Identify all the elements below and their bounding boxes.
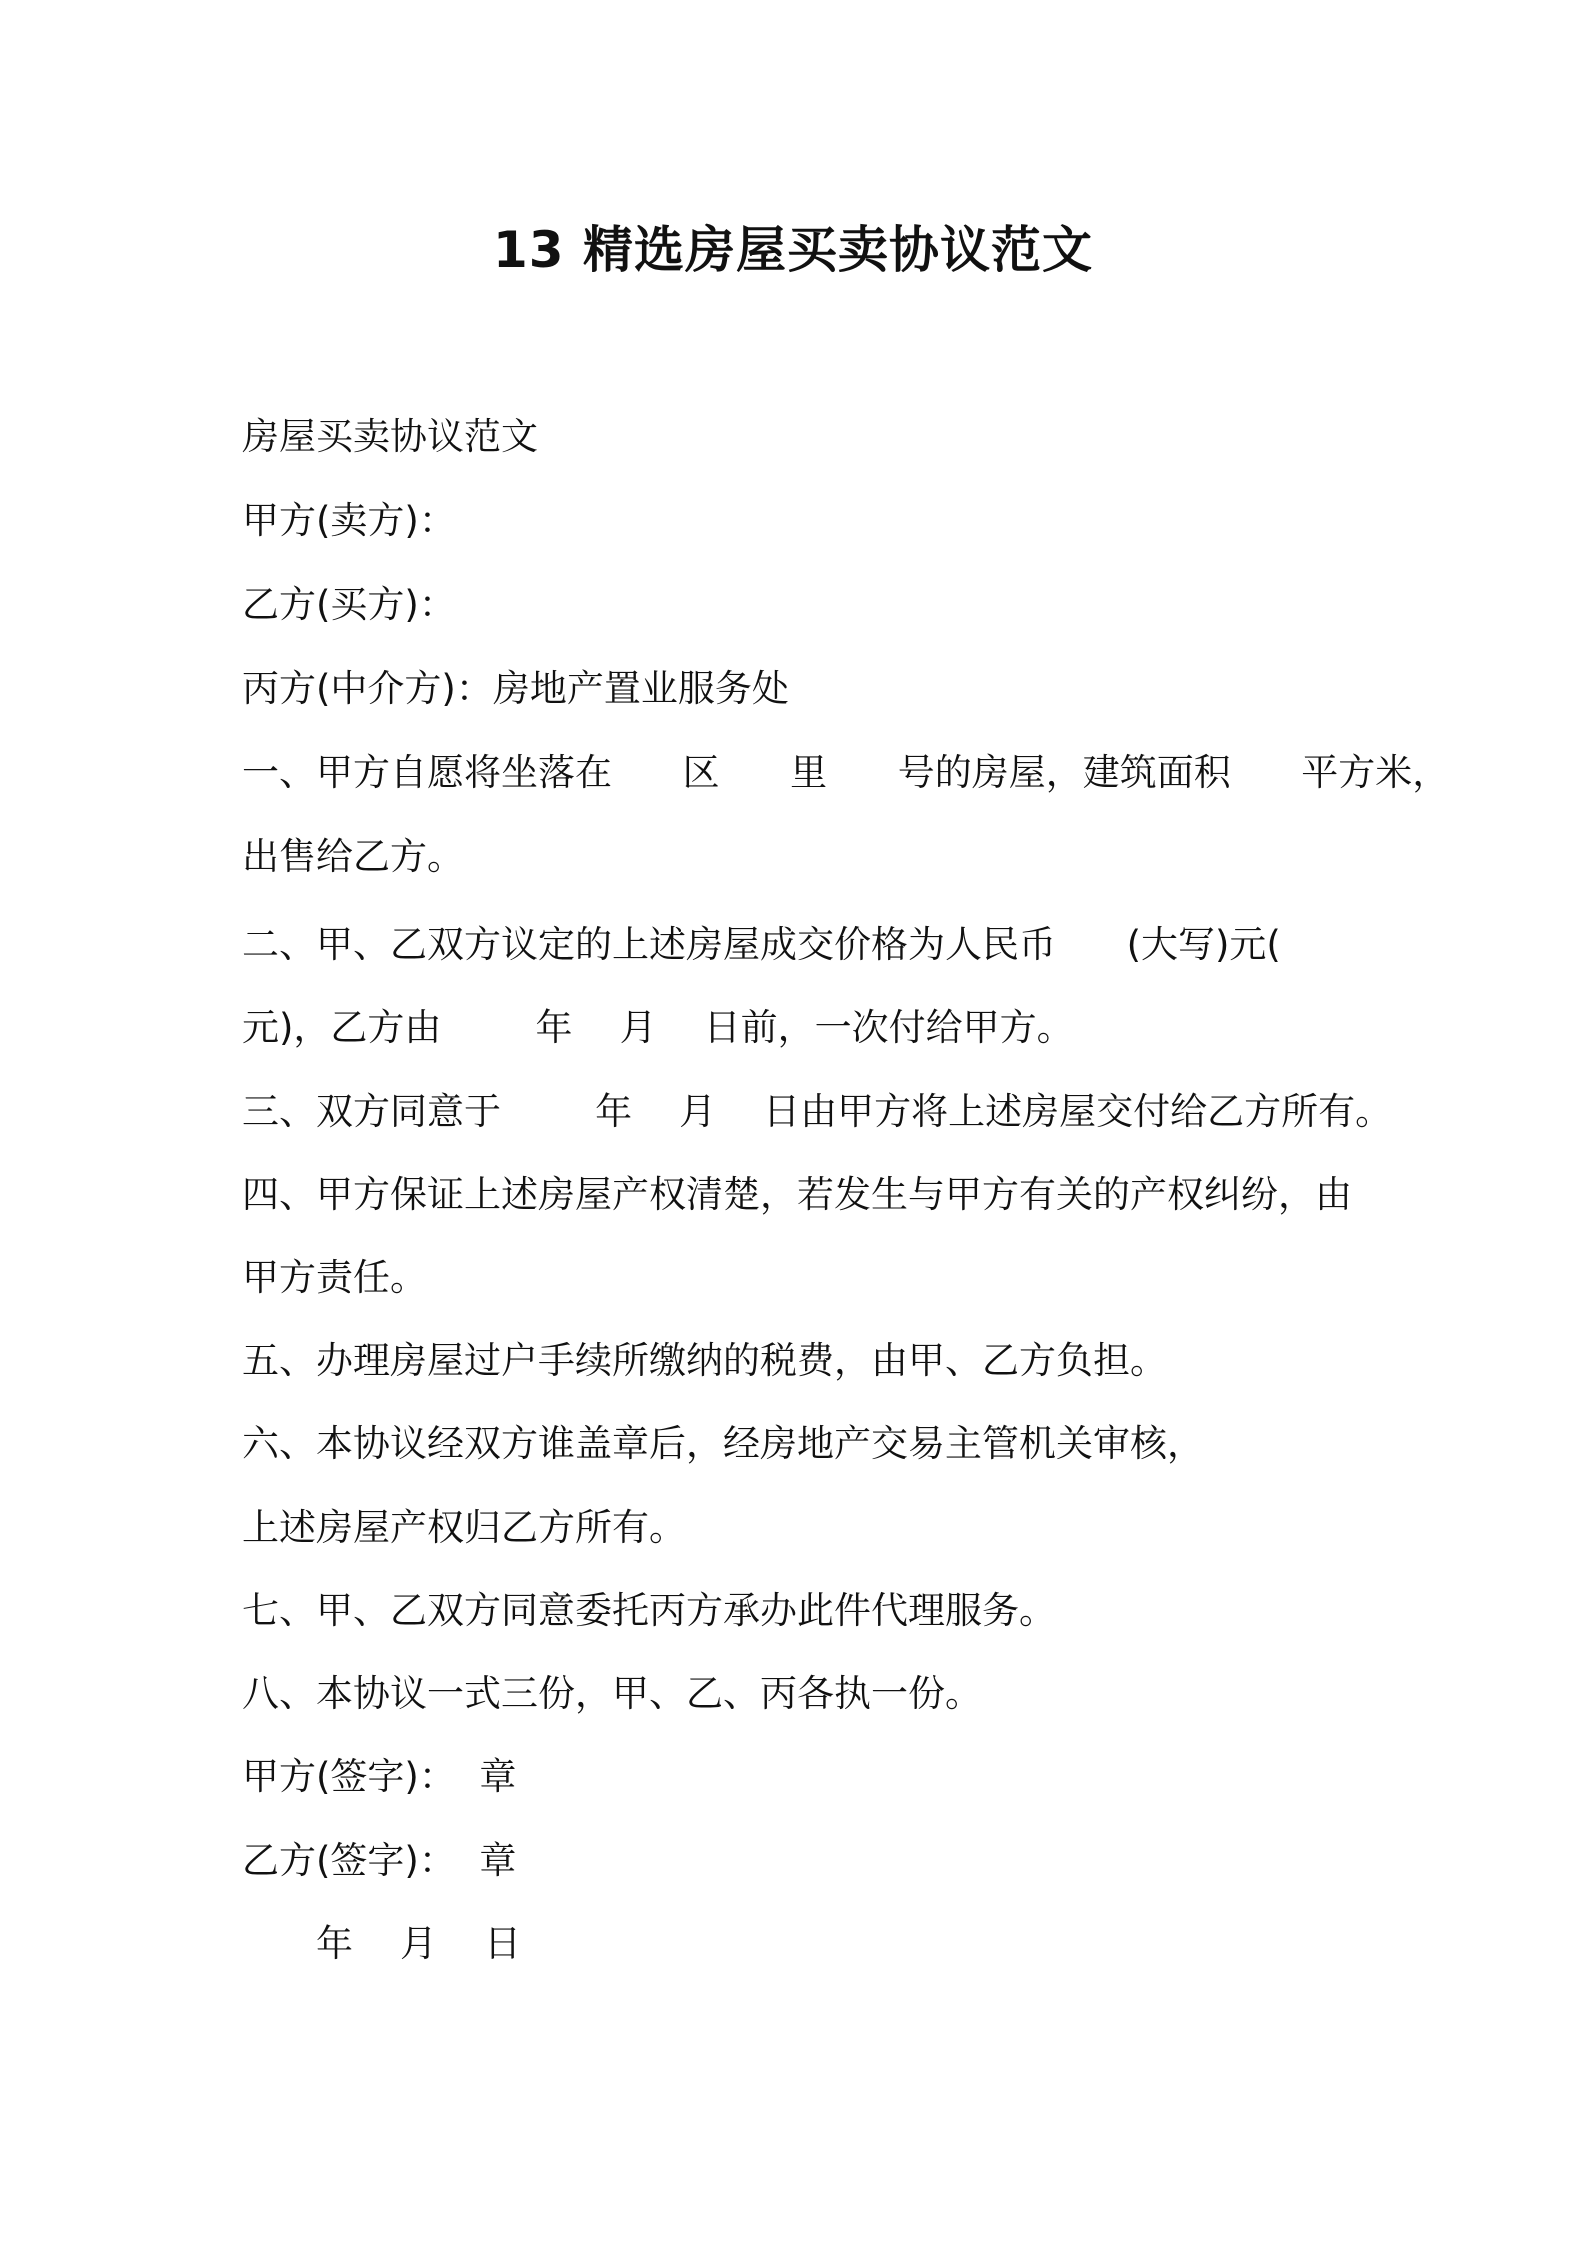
clause-1-line-1: 一、甲方自愿将坐落在 区 里 号的房屋，建筑面积 平方米， <box>242 751 1450 794</box>
clause-5-line: 五、办理房屋过户手续所缴纳的税费，由甲、乙方负担。 <box>242 1339 1167 1382</box>
party-b-signature-line: 乙方(签字)： 章 <box>242 1839 517 1882</box>
signature-date-line: 年 月 日 <box>316 1922 522 1965</box>
clause-2-line-1: 二、甲、乙双方议定的上述房屋成交价格为人民币 (大写)元( <box>242 923 1281 966</box>
clause-4-line-2: 甲方责任。 <box>242 1256 427 1299</box>
clause-8-line: 八、本协议一式三份，甲、乙、丙各执一份。 <box>242 1672 982 1715</box>
party-a-line: 甲方(卖方)： <box>242 499 456 542</box>
clause-6-line-1: 六、本协议经双方谁盖章后，经房地产交易主管机关审核， <box>242 1422 1204 1465</box>
page-title: 13 精选房屋买卖协议范文 <box>493 221 1093 279</box>
clause-7-line: 七、甲、乙双方同意委托丙方承办此件代理服务。 <box>242 1589 1056 1632</box>
clause-3-line: 三、双方同意于 年 月 日由甲方将上述房屋交付给乙方所有。 <box>242 1090 1393 1133</box>
party-a-signature-line: 甲方(签字)： 章 <box>242 1755 517 1798</box>
party-c-line: 丙方(中介方)：房地产置业服务处 <box>242 667 789 710</box>
clause-2-line-2: 元)，乙方由 年 月 日前，一次付给甲方。 <box>242 1006 1074 1049</box>
document-subtitle: 房屋买卖协议范文 <box>242 415 538 458</box>
clause-1-line-2: 出售给乙方。 <box>242 835 464 878</box>
clause-4-line-1: 四、甲方保证上述房屋产权清楚，若发生与甲方有关的产权纠纷，由 <box>242 1173 1352 1216</box>
party-b-line: 乙方(买方)： <box>242 583 456 626</box>
clause-6-line-2: 上述房屋产权归乙方所有。 <box>242 1506 686 1549</box>
